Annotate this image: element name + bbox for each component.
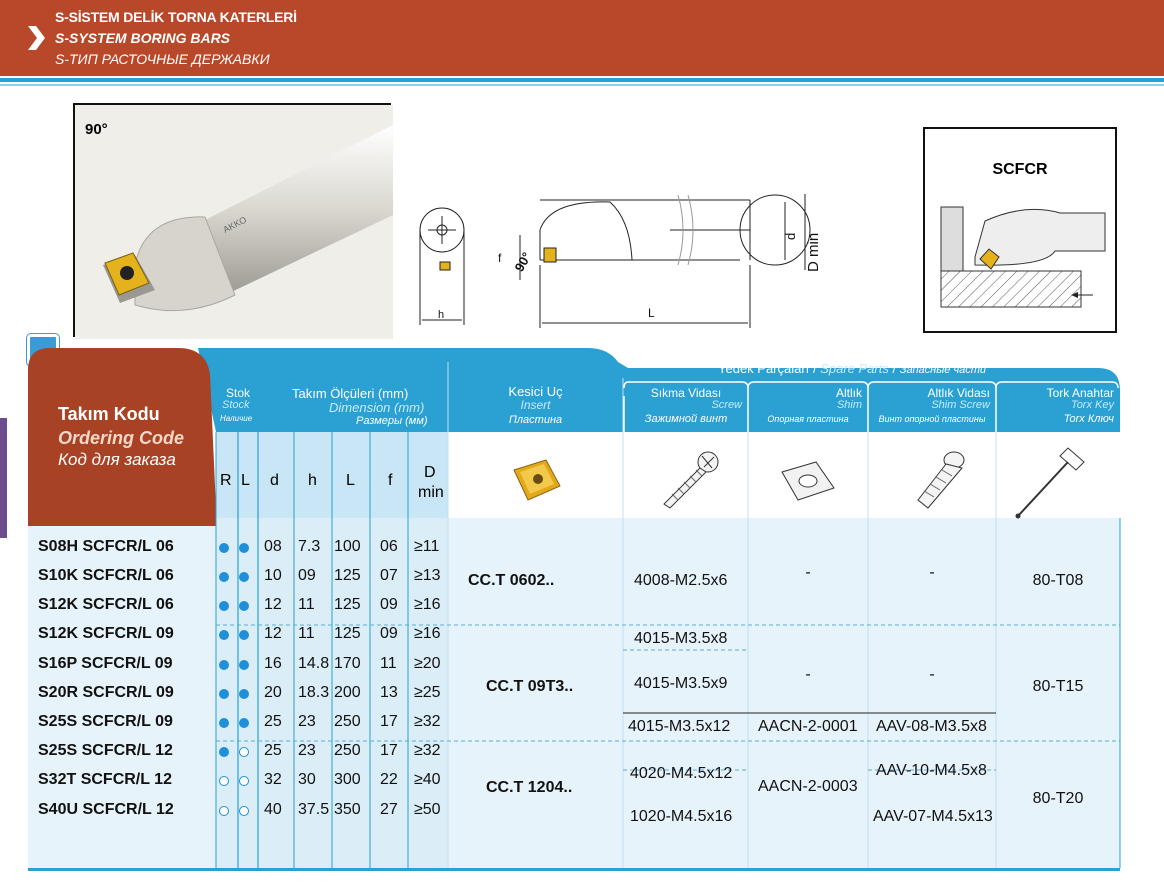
torx-ru: Torx Ключ <box>1063 413 1114 425</box>
drawing-label-L: L <box>648 306 655 320</box>
cell-l: 170 <box>334 655 361 672</box>
stock-available-dot <box>219 630 229 640</box>
screw-3a: 4020-M4.5x12 <box>630 765 733 782</box>
stock-unavailable-dot <box>219 806 229 816</box>
stock-available-dot <box>239 543 249 553</box>
ordering-code-tr: Takım Kodu <box>58 404 160 424</box>
cell-h: 11 <box>298 596 315 613</box>
shim-screw-en: Shim Screw <box>931 399 990 411</box>
cell-d: ≥32 <box>414 742 441 759</box>
cell-d: 32 <box>264 771 282 788</box>
shim-screw-3a: AAV-10-M4.5x8 <box>876 762 987 779</box>
cell-h: 11 <box>298 625 315 642</box>
drawing-label-h: h <box>438 309 445 321</box>
side-tab <box>0 418 7 538</box>
torx-2: 80-T15 <box>1032 678 1084 695</box>
screw-2b: 4015-M3.5x9 <box>634 675 728 692</box>
ordering-code: S12K SCFCR/L 09 <box>38 625 174 642</box>
insert-code-2: CC.T 09T3.. <box>486 678 574 695</box>
cell-f: 27 <box>380 801 398 818</box>
cell-l: 100 <box>334 538 361 555</box>
ordering-code-en: Ordering Code <box>58 428 185 448</box>
torx-1: 80-T08 <box>1032 572 1084 589</box>
screw-ru: Зажимной винт <box>644 413 728 425</box>
cell-f: 09 <box>380 625 398 642</box>
col-f: f <box>388 472 393 489</box>
ordering-code-ru: Код для заказа <box>58 450 176 469</box>
spare-sep-1: / <box>812 361 817 376</box>
dimension-en: Dimension (mm) <box>329 400 425 415</box>
col-d: d <box>270 472 279 489</box>
ordering-code: S40U SCFCR/L 12 <box>38 801 174 818</box>
screw-3b: 1020-M4.5x16 <box>630 808 733 825</box>
stock-available-dot <box>219 718 229 728</box>
drawing-label-dmin: D min <box>805 232 822 272</box>
ordering-table <box>28 348 1120 868</box>
stock-unavailable-dot <box>219 776 229 786</box>
cell-d: ≥16 <box>414 625 441 642</box>
cell-h: 30 <box>298 771 316 788</box>
cell-h: 37.5 <box>298 801 330 818</box>
cell-d: ≥32 <box>414 713 441 730</box>
ordering-code: S12K SCFCR/L 06 <box>38 596 174 613</box>
cell-h: 18.3 <box>298 684 330 701</box>
cell-h: 14.8 <box>298 655 330 672</box>
ordering-code: S20R SCFCR/L 09 <box>38 684 174 701</box>
stock-available-dot <box>239 689 249 699</box>
ordering-code: S25S SCFCR/L 12 <box>38 742 173 759</box>
cell-h: 23 <box>298 742 316 759</box>
screw-icon <box>652 448 726 514</box>
stock-unavailable-dot <box>239 776 249 786</box>
drawing-label-d: d <box>783 232 798 240</box>
cell-d: ≥50 <box>414 801 441 818</box>
cell-f: 07 <box>380 567 398 584</box>
cell-f: 06 <box>380 538 398 555</box>
cell-d: 10 <box>264 567 282 584</box>
brand-mark: AKKO <box>221 214 249 235</box>
cell-h: 23 <box>298 713 316 730</box>
header-stripe <box>0 78 1164 82</box>
shim-ru: Опорная пластина <box>767 414 849 424</box>
chevron-right-icon <box>26 24 46 52</box>
shim-tr: Altlık <box>835 386 862 400</box>
shim-screw-2-dash: - <box>929 666 935 683</box>
bottom-rule <box>28 868 1120 871</box>
spare-sep-2: / <box>892 361 897 376</box>
cell-l: 125 <box>334 625 361 642</box>
header-stripe-thin <box>0 84 1164 86</box>
cell-d: 25 <box>264 713 282 730</box>
col-length: L <box>346 472 355 489</box>
stock-available-dot <box>219 660 229 670</box>
spare-tr: Yedek Parçaları <box>718 361 810 376</box>
title-ru: S-ТИП РАСТОЧНЫЕ ДЕРЖАВКИ <box>55 51 270 67</box>
title-en: S-SYSTEM BORING BARS <box>55 30 231 46</box>
scfcr-label: SCFCR <box>992 161 1048 178</box>
stock-available-dot <box>239 660 249 670</box>
shim-2-dash: - <box>805 666 811 683</box>
cell-f: 13 <box>380 684 398 701</box>
shim-screw-3b: AAV-07-M4.5x13 <box>873 808 993 825</box>
cell-l: 200 <box>334 684 361 701</box>
cell-f: 17 <box>380 713 398 730</box>
insert-code-1: CC.T 0602.. <box>468 572 555 589</box>
cell-l: 125 <box>334 567 361 584</box>
drawing-label-angle: 90° <box>511 249 535 275</box>
cell-h: 7.3 <box>298 538 321 555</box>
insert-tr: Kesici Uç <box>508 384 563 399</box>
cell-l: 300 <box>334 771 361 788</box>
stock-tr: Stok <box>226 386 251 400</box>
cell-d: 40 <box>264 801 282 818</box>
shim-en: Shim <box>836 399 862 411</box>
stock-unavailable-dot <box>239 806 249 816</box>
boring-bar-image <box>75 105 393 339</box>
cell-l: 250 <box>334 742 361 759</box>
screw-1: 4008-M2.5x6 <box>634 572 728 589</box>
insert-ru: Пластина <box>508 414 563 426</box>
col-r: R <box>220 472 232 489</box>
spare-en: Spare Parts <box>820 361 889 376</box>
cell-d: 25 <box>264 742 282 759</box>
table-background <box>28 348 1120 868</box>
product-photo <box>73 103 391 337</box>
cell-d: ≥16 <box>414 596 441 613</box>
ordering-code: S32T SCFCR/L 12 <box>38 771 172 788</box>
col-dmin-min: min <box>418 484 444 501</box>
shim-2: AACN-2-0001 <box>758 718 858 735</box>
scfcr-schematic <box>925 193 1115 333</box>
ordering-code: S08H SCFCR/L 06 <box>38 538 174 555</box>
torx-en: Torx Key <box>1070 399 1114 411</box>
angle-label: 90° <box>85 121 108 138</box>
screw-2c: 4015-M3.5x12 <box>628 718 731 735</box>
ordering-code: S16P SCFCR/L 09 <box>38 655 173 672</box>
cell-f: 09 <box>380 596 398 613</box>
cell-d: 12 <box>264 625 282 642</box>
stock-available-dot <box>239 630 249 640</box>
cell-d: 08 <box>264 538 282 555</box>
technical-drawing <box>410 180 822 330</box>
dimension-ru: Размеры (мм) <box>356 415 428 427</box>
insert-en: Insert <box>520 398 551 412</box>
col-h: h <box>308 472 317 489</box>
col-l: L <box>241 472 250 489</box>
cell-f: 17 <box>380 742 398 759</box>
stock-available-dot <box>219 572 229 582</box>
shim-1: - <box>805 564 811 581</box>
col-dmin-d: D <box>424 464 436 481</box>
shim-screw-2: AAV-08-M3.5x8 <box>876 718 987 735</box>
cell-h: 09 <box>298 567 316 584</box>
cell-f: 22 <box>380 771 398 788</box>
dimension-tr: Takım Ölçüleri (mm) <box>292 386 409 401</box>
stock-unavailable-dot <box>239 747 249 757</box>
page-header <box>0 0 1164 76</box>
spare-parts-header <box>718 361 986 376</box>
cell-d: ≥11 <box>414 538 440 555</box>
cell-d: 20 <box>264 684 282 701</box>
torx-tr: Tork Anahtar <box>1046 386 1114 400</box>
stock-ru: Наличие <box>220 414 253 423</box>
stock-available-dot <box>219 543 229 553</box>
stock-en: Stock <box>222 399 250 411</box>
insert-icon <box>506 456 566 506</box>
stock-available-dot <box>219 689 229 699</box>
stock-available-dot <box>239 572 249 582</box>
stock-available-dot <box>239 601 249 611</box>
cell-l: 250 <box>334 713 361 730</box>
cell-d: ≥13 <box>414 567 441 584</box>
title-tr: S-SİSTEM DELİK TORNA KATERLERİ <box>55 9 297 25</box>
cell-d: 12 <box>264 596 282 613</box>
ordering-code: S10K SCFCR/L 06 <box>38 567 174 584</box>
torx-3: 80-T20 <box>1032 790 1084 807</box>
ordering-code: S25S SCFCR/L 09 <box>38 713 173 730</box>
insert-code-3: CC.T 1204.. <box>486 779 573 796</box>
torx-key-icon <box>1010 440 1094 524</box>
stock-available-dot <box>219 747 229 757</box>
scfcr-diagram <box>923 127 1117 333</box>
stock-available-dot <box>239 718 249 728</box>
cell-d: 16 <box>264 655 282 672</box>
cell-l: 125 <box>334 596 361 613</box>
shim-screw-1: - <box>929 564 935 581</box>
drawing-label-f: f <box>498 251 502 265</box>
cell-l: 350 <box>334 801 361 818</box>
cell-d: ≥20 <box>414 655 441 672</box>
cell-d: ≥25 <box>414 684 441 701</box>
screw-en: Screw <box>711 399 742 411</box>
shim-screw-ru: Винт опорной пластины <box>878 414 986 424</box>
cell-d: ≥40 <box>414 771 441 788</box>
shim-screw-tr: Altlık Vidası <box>927 386 990 400</box>
screw-tr: Sıkma Vidası <box>650 386 722 400</box>
shim-screw-icon <box>908 446 972 516</box>
shim-icon <box>776 458 840 504</box>
spare-ru: Запасные части <box>899 364 987 376</box>
screw-2a: 4015-M3.5x8 <box>634 630 728 647</box>
shim-3: AACN-2-0003 <box>758 778 858 795</box>
stock-available-dot <box>219 601 229 611</box>
cell-f: 11 <box>380 655 397 672</box>
